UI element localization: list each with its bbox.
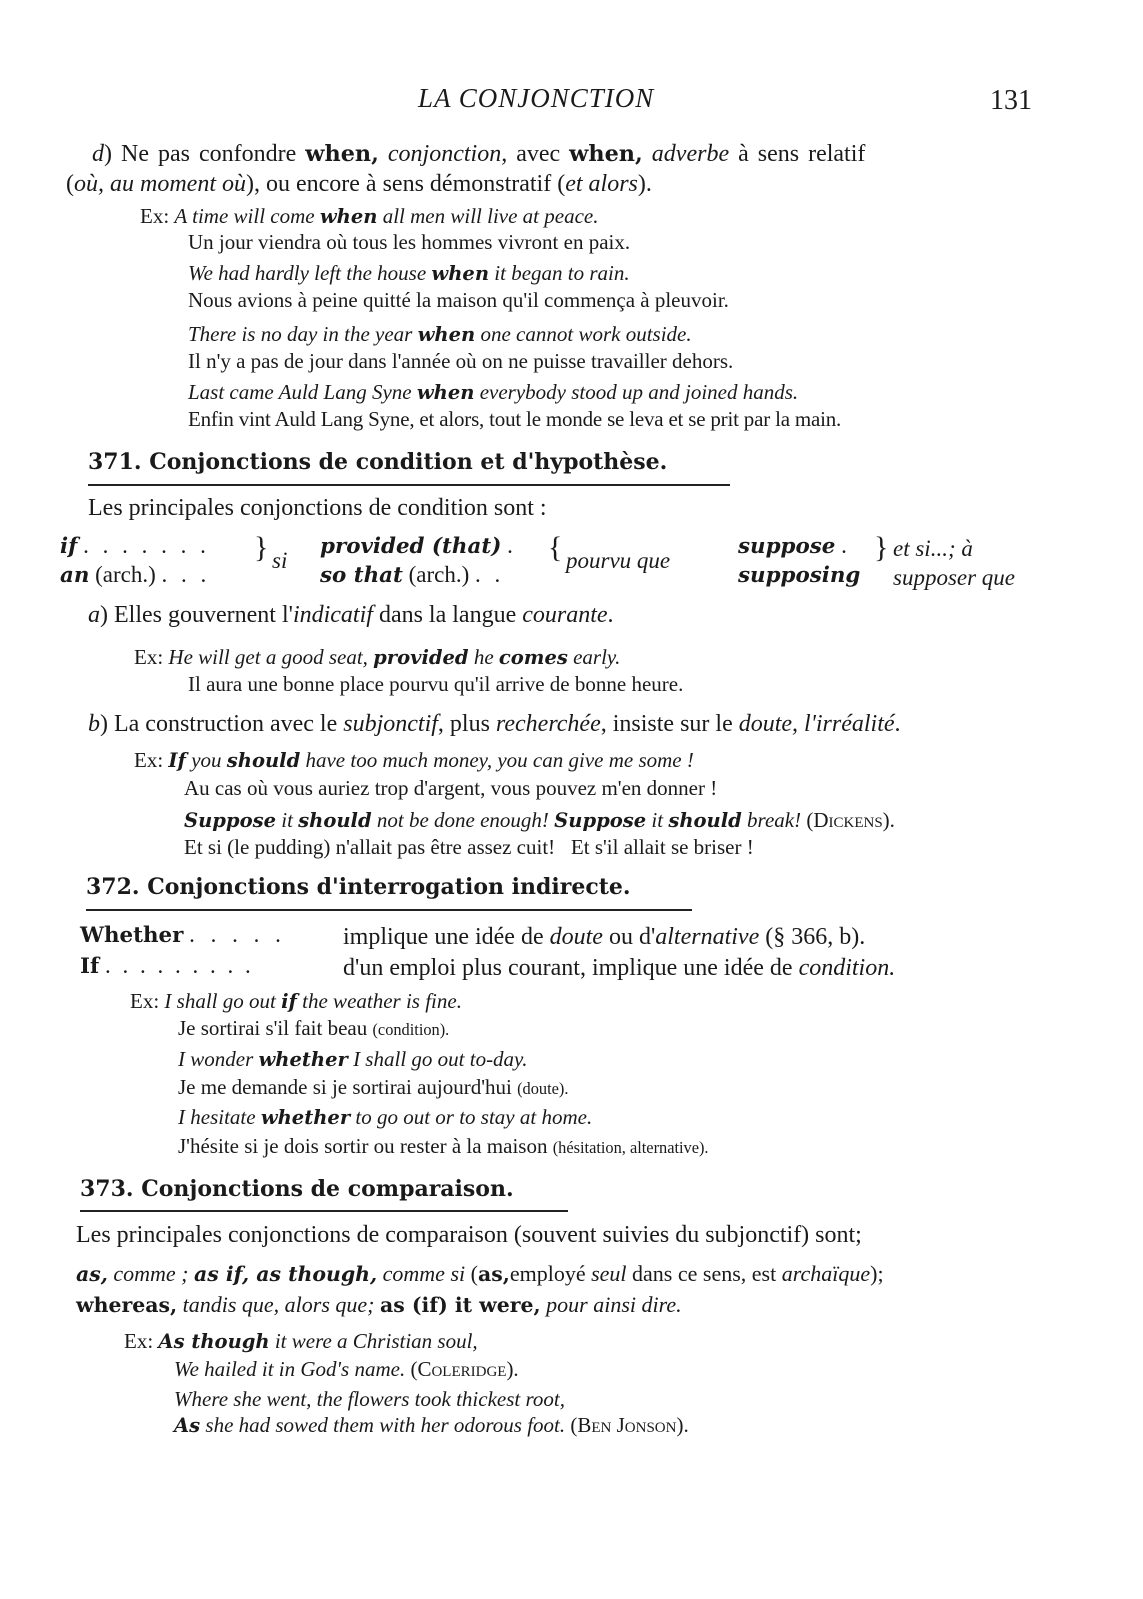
conj-so-that: so that (arch.) . .	[320, 562, 505, 588]
example-en: There is no day in the year when one cannot work outside.	[188, 322, 692, 346]
conj-if: if . . . . . . .	[60, 533, 210, 559]
section-heading: 372. Conjonctions d'interrogation indirecte.	[86, 874, 631, 900]
example-fr: Je sortirai s'il fait beau (condition).	[178, 1016, 450, 1040]
example-en: Ex: A time will come when all men will live at peace.	[140, 204, 599, 228]
definition: d'un emploi plus courant, implique une idée de condition.	[343, 955, 896, 981]
conj-provided: provided (that) .	[320, 533, 513, 559]
example-en: Ex: As though it were a Christian soul,	[124, 1329, 478, 1353]
example-en: Suppose it should not be done enough! Suppose it should break! (Dickens).	[184, 808, 895, 832]
example-en: Ex: I shall go out if the weather is fine.	[130, 989, 462, 1013]
example-fr: Je me demande si je sortirai aujourd'hui (doute).	[178, 1075, 569, 1099]
example-en: I hesitate whether to go out or to stay at home.	[178, 1105, 593, 1129]
brace: }	[874, 531, 889, 564]
heading-rule	[88, 484, 730, 486]
example-en: Ex: He will get a good seat, provided he comes early.	[134, 645, 621, 669]
example-en: We had hardly left the house when it began to rain.	[188, 261, 630, 285]
term-if: If . . . . . . . . .	[80, 953, 254, 979]
definition: implique une idée de doute ou d'alternative (§ 366, b).	[343, 924, 866, 950]
paragraph-line: as, comme ; as if, as though, comme si (as,employé seul dans ce sens, est archaïque);	[76, 1261, 884, 1286]
paragraph-line: b) La construction avec le subjonctif, plus recherchée, insiste sur le doute, l'irréalité.	[88, 711, 901, 737]
meaning-pourvu: pourvu que	[566, 548, 671, 573]
conj-supposing: supposing	[738, 563, 861, 588]
example-fr: Nous avions à peine quitté la maison qu'il commença à pleuvoir.	[188, 288, 729, 312]
brace: {	[548, 531, 563, 564]
term-whether: Whether . . . . .	[80, 922, 286, 948]
example-en: Ex: If you should have too much money, you can give me some !	[134, 748, 694, 772]
running-title: LA CONJONCTION	[418, 83, 655, 113]
example-en: Last came Auld Lang Syne when everybody stood up and joined hands.	[188, 380, 799, 404]
heading-rule	[86, 909, 692, 911]
paragraph-line: whereas, tandis que, alors que; as (if) it were, pour ainsi dire.	[76, 1292, 682, 1317]
example-fr: Et si (le pudding) n'allait pas être assez cuit! Et s'il allait se briser !	[184, 835, 754, 859]
paragraph-line: a) Elles gouvernent l'indicatif dans la langue courante.	[88, 602, 614, 628]
example-en: I wonder whether I shall go out to-day.	[178, 1047, 528, 1071]
example-en: We hailed it in God's name. (Coleridge).	[174, 1357, 519, 1381]
page-number: 131	[990, 85, 1032, 116]
meaning-si: si	[272, 548, 288, 573]
example-fr: Il aura une bonne place pourvu qu'il arrive de bonne heure.	[188, 672, 684, 696]
conj-suppose: suppose .	[738, 533, 847, 559]
brace: }	[254, 531, 269, 564]
example-fr: J'hésite si je dois sortir ou rester à la maison (hésitation, alternative).	[178, 1134, 709, 1158]
example-fr: Il n'y a pas de jour dans l'année où on ne puisse travailler dehors.	[188, 349, 734, 373]
heading-rule	[80, 1210, 568, 1212]
conj-an: an (arch.) . . .	[60, 562, 211, 588]
example-fr: Un jour viendra où tous les hommes vivront en paix.	[188, 230, 631, 254]
example-fr: Enfin vint Auld Lang Syne, et alors, tout le monde se leva et se prit par la main.	[188, 407, 842, 431]
paragraph-line: Les principales conjonctions de comparaison (souvent suivies du subjonctif) sont;	[76, 1222, 862, 1248]
section-heading: 371. Conjonctions de condition et d'hypothèse.	[88, 449, 668, 475]
meaning-et-si: et si...; à	[893, 536, 973, 561]
example-fr: Au cas où vous auriez trop d'argent, vous pouvez m'en donner !	[184, 776, 718, 800]
paragraph-line: Les principales conjonctions de condition sont :	[88, 495, 547, 521]
meaning-supposer: supposer que	[893, 565, 1016, 590]
section-heading: 373. Conjonctions de comparaison.	[80, 1176, 514, 1202]
example-en: Where she went, the flowers took thickest root,	[174, 1387, 565, 1411]
paragraph-line: d) Ne pas confondre when, conjonction, avec when, adverbe à sens relatif	[92, 141, 866, 167]
example-en: As she had sowed them with her odorous foot. (Ben Jonson).	[174, 1413, 689, 1437]
paragraph-line: (où, au moment où), ou encore à sens démonstratif (et alors).	[66, 171, 652, 197]
